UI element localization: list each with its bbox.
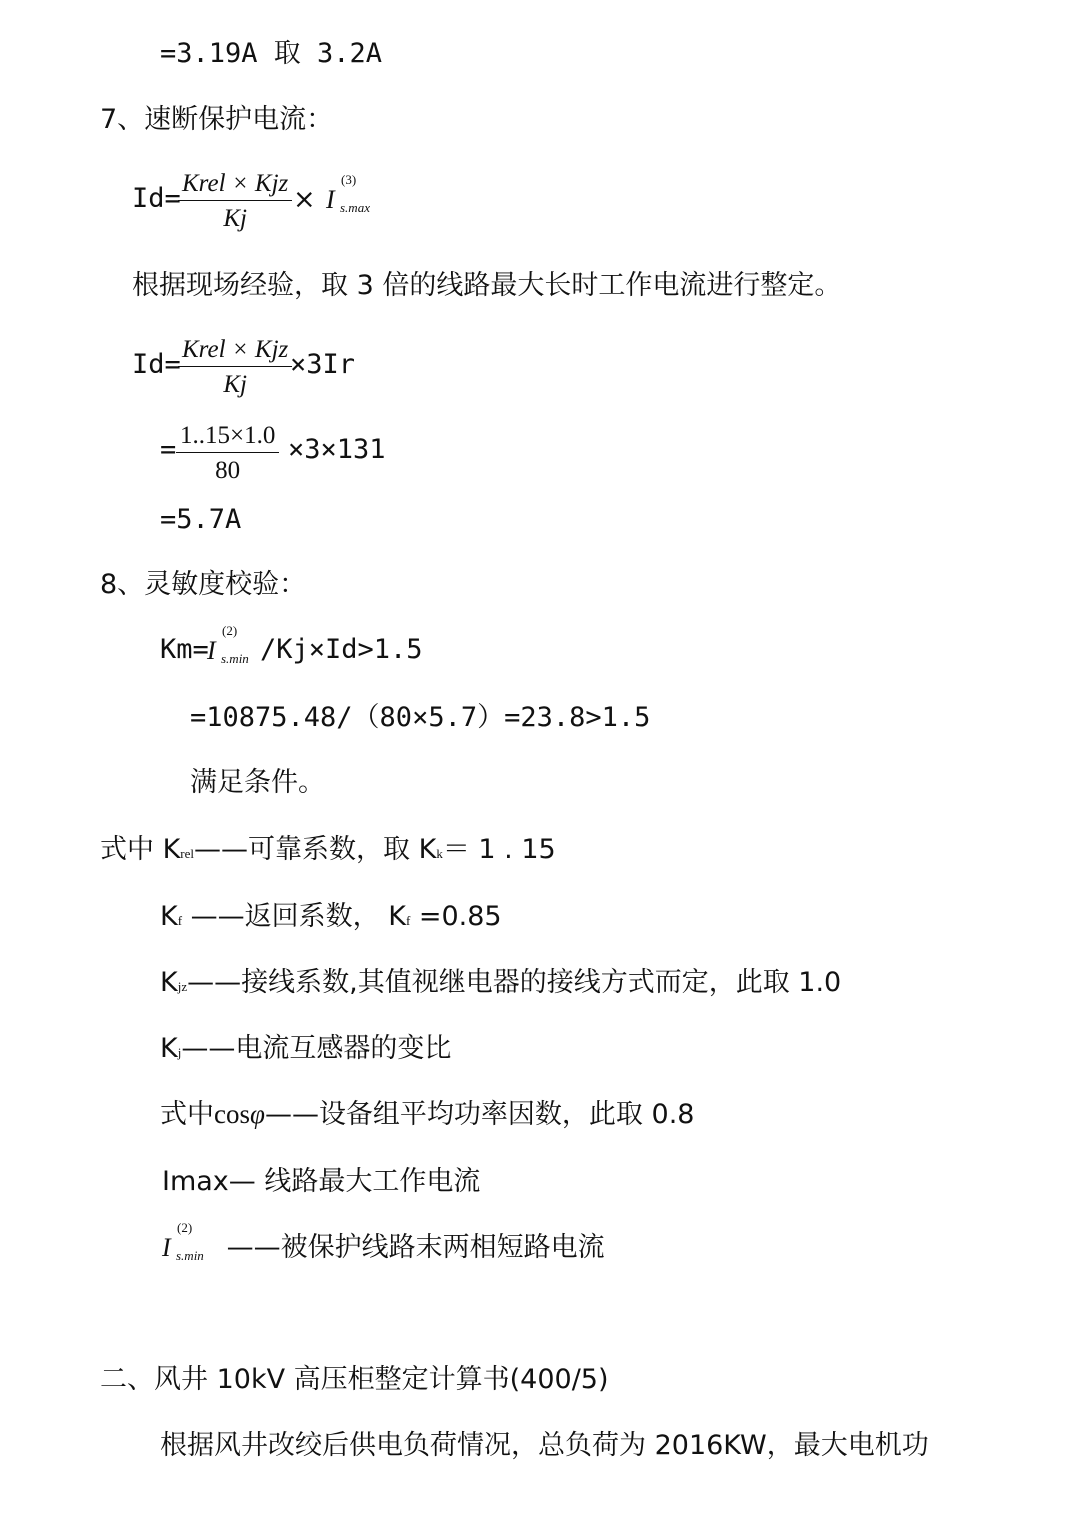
section-2-heading: 二、风井 10kV 高压柜整定计算书(400/5) — [100, 1364, 609, 1395]
km-rhs: /Kj×Id>1.5 — [260, 634, 423, 665]
def-kjz: Kjz——接线系数,其值视继电器的接线方式而定，此取 1.0 — [160, 967, 842, 998]
formula3-denominator: 80 — [215, 457, 241, 484]
section-8-heading: 8、灵敏度校验： — [100, 569, 307, 600]
section-7-heading: 7、速断保护电流： — [100, 104, 334, 135]
def-isc-min: I (2) s.min ——被保护线路末两相短路电流 — [162, 1220, 605, 1263]
km-sup: (2) — [222, 623, 238, 638]
formula2-denominator: Kj — [223, 371, 247, 398]
km-isc — [207, 623, 249, 666]
def-kj: Kj——电流互感器的变比 — [160, 1033, 452, 1064]
formula1-I: I — [326, 185, 335, 214]
formula3-rhs: ×3×131 — [288, 434, 386, 465]
formula2-fraction — [178, 337, 292, 397]
def-kf: Kf ——返回系数， Kf =0.85 — [160, 901, 502, 932]
formula1-numerator: Krel × Kjz — [178, 171, 292, 201]
result-line-3-19a: =3.19A 取 3.2A — [160, 38, 383, 69]
formula1-fraction — [178, 171, 292, 231]
formula1-denominator: Kj — [223, 205, 247, 232]
km-lhs: Km= — [160, 634, 209, 665]
def-krel: 式中 Krel——可靠系数，取 Kk＝ 1 . 15 — [100, 834, 556, 865]
formula2-lhs: Id= — [132, 349, 181, 380]
formula1-lhs: Id= — [132, 183, 181, 214]
km-I: I — [207, 636, 216, 665]
km-sub: s.min — [221, 651, 249, 666]
formula1-times: × — [293, 184, 316, 215]
paragraph-load: 根据风井改绞后供电负荷情况，总负荷为 2016KW，最大电机功 — [160, 1430, 929, 1461]
def-cosphi: 式中cosφ——设备组平均功率因数，此取 0.8 — [160, 1099, 695, 1130]
formula1-sub: s.max — [340, 200, 370, 215]
def-imax: Imax— 线路最大工作电流 — [162, 1166, 481, 1197]
note-3x-current: 根据现场经验，取 3 倍的线路最大长时工作电流进行整定。 — [132, 270, 842, 301]
formula2-numerator: Krel × Kjz — [178, 337, 292, 367]
formula3-fraction — [176, 423, 279, 483]
formula1-sup: (3) — [341, 172, 357, 187]
formula1-isc — [326, 172, 370, 215]
result-5-7a: =5.7A — [160, 504, 242, 535]
formula2-rhs: ×3Ir — [290, 349, 356, 380]
km-calculation: =10875.48/（80×5.7）=23.8>1.5 — [190, 702, 651, 733]
formula3-numerator: 1..15×1.0 — [176, 423, 279, 453]
formula3-lhs: = — [160, 434, 177, 465]
condition-satisfied: 满足条件。 — [190, 767, 325, 798]
